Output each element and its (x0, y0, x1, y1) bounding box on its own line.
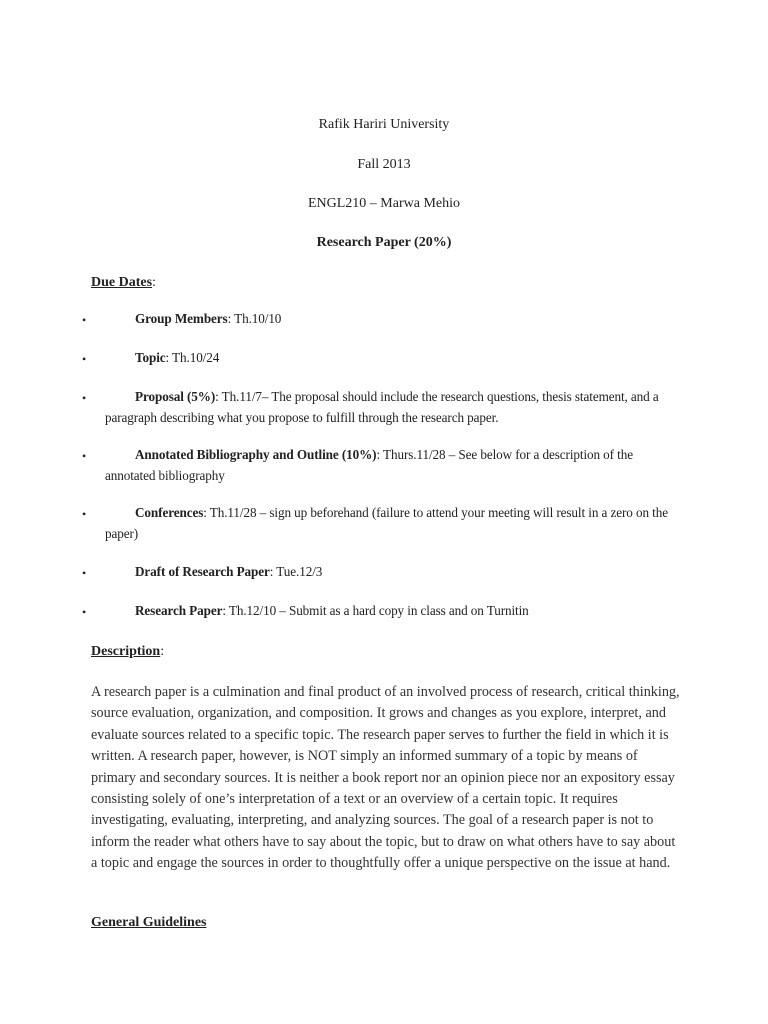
list-item (105, 347, 680, 368)
list-item-text: : Th.10/10 (227, 311, 282, 326)
description-heading (91, 643, 164, 661)
description-heading-text: Description (91, 644, 161, 659)
bullet-icon: • (82, 352, 87, 366)
description-paragraph: A research paper is a culmination and final product of an involved process of research, critical thinking, source evaluation, organization, and composition. It grows and changes as you explore, interpret, and evaluate sources related to a specific topic. The research paper serves to further the field in which it is written. A research paper, however, is NOT simply an informed summary of a topic by means of primary and secondary sources. It is neither a book report nor an opinion piece nor an expository essay consisting solely of one’s interpretation of a text or an overview of a certain topic. It requires investigating, evaluating, interpreting, and analyzing sources. The goal of a research paper is not to inform the reader what others have to say about the topic, but to draw on what others have to say about a topic and engage the sources in order to thoughtfully offer a unique perspective on the issue at hand. (91, 684, 680, 872)
list-item-text: : Th.10/24 (165, 350, 220, 365)
list-item-text: : Tue.12/3 (269, 564, 323, 579)
list-item (105, 308, 680, 329)
bullet-icon: • (82, 605, 87, 619)
list-item-text: : Th.11/7– The proposal should include the research questions, thesis statement, and a paragraph describing what you propose to fulfill through the research paper. (105, 389, 659, 425)
term: Fall 2013 (357, 157, 411, 172)
list-item-label: Research Paper (135, 603, 223, 618)
university-name: Rafik Hariri University (318, 117, 450, 132)
due-dates-heading-colon: : (152, 275, 156, 290)
bullet-icon: • (82, 449, 87, 463)
general-guidelines-heading-text: General Guidelines (91, 915, 207, 930)
list-item (105, 561, 680, 582)
due-dates-heading-text: Due Dates (91, 275, 153, 290)
list-item-label: Topic (135, 350, 166, 365)
list-item-label: Annotated Bibliography and Outline (10%) (135, 447, 377, 462)
list-item-label: Draft of Research Paper (135, 564, 270, 579)
list-item-label: Proposal (5%) (135, 389, 216, 404)
due-dates-heading (91, 274, 156, 292)
bullet-icon: • (82, 507, 87, 521)
bullet-icon: • (82, 566, 87, 580)
list-item-text: : Th.12/10 – Submit as a hard copy in class and on Turnitin (222, 603, 529, 618)
course-instructor: ENGL210 – Marwa Mehio (307, 196, 461, 211)
list-item (105, 444, 680, 486)
bullet-icon: • (82, 313, 87, 327)
list-item (105, 502, 680, 544)
list-item-label: Group Members (135, 311, 228, 326)
bullet-icon: • (82, 391, 87, 405)
list-item-label: Conferences (135, 505, 204, 520)
assignment-title: Research Paper (20%) (316, 235, 452, 250)
list-item (105, 386, 680, 428)
list-item (105, 600, 680, 621)
list-item-text: : Thurs.11/28 – See below for a description of the annotated bibliography (105, 447, 633, 483)
list-item-text: : Th.11/28 – sign up beforehand (failure to attend your meeting will result in a zero on the paper) (105, 505, 668, 541)
general-guidelines-heading (91, 914, 207, 932)
description-heading-colon: : (160, 644, 165, 659)
